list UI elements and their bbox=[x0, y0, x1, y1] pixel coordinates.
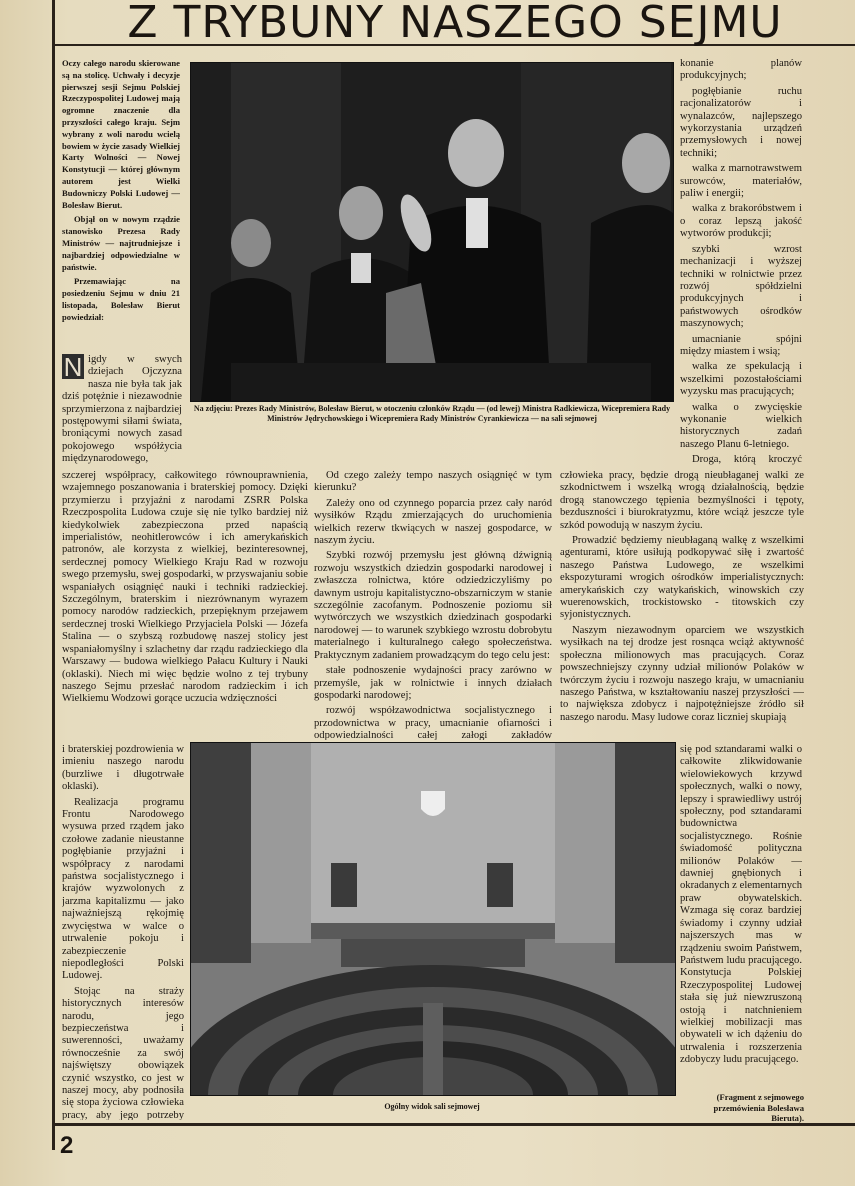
fragment-note: (Fragment z sejmowego przemówienia Bolesława Bieruta). bbox=[713, 1092, 804, 1123]
right-paragraph: walka ze spekulacją i wszelkimi pozostałościami wyzysku mas pracujących; bbox=[680, 361, 802, 398]
narrow-paragraph: Stojąc na straży historycznych interesów narodu, jego bezpieczeństwa i suwerenności, uważamy równocześnie za swój najświętszy obowiązek czynić wszystko, co jest w naszej mocy, aby podnosiła się stopa życiowa człowieka pracy, aby jego potrzeby bbox=[62, 985, 184, 1120]
left-border-rule bbox=[52, 0, 55, 1150]
right-bottom-column bbox=[680, 744, 802, 1089]
page-title: Z TRYBUNY NASZEGO SEJMU bbox=[127, 0, 783, 46]
right-paragraph: umacnianie spójni między miastem i wsią; bbox=[680, 333, 802, 357]
middle-column bbox=[314, 470, 552, 740]
right-wide-paragraph: człowieka pracy, będzie drogą nieubłaganej walki ze szkodnictwem i wszelką wrogą działalnością, będzie drogą stanowczego tępienia bezmyślności i tępoty, bezduszności i biurokratyzmu, które wciąż jeszcze tyle szkód powodują w naszym życiu. bbox=[560, 470, 804, 531]
right-wide-paragraph: Prowadzić będziemy nieubłaganą walkę z wszelkimi agenturami, które usiłują podkopywać siłę i zwartość naszego Państwa Ludowego, ze wszelkimi ekspozyturami wrogich ośrodków imperialistycznych: amerykańskich czy watykańskich, winowskich czy wuerenowskich, trockistowsko - titowskich czy syjonistycznych. bbox=[560, 535, 804, 621]
middle-paragraph: Szybki rozwój przemysłu jest główną dźwignią rozwoju wszystkich dziedzin gospodarki narodowej i zwłaszcza rolnictwa, które odziedziczyliśmy po dawnym ustroju kapitalistyczno-obszarniczym w stanie szczególnie zacofanym. Podnoszenie poziomu sił wytwórczych we wszystkich dziedzinach gospodarki narodowej — to warunek szybkiego wzrostu dobrobytu materialnego i kulturalnego całego społeczeństwa. Praktycznym zadaniem prowadzącym do tego celu jest: bbox=[314, 550, 552, 661]
right-paragraph: walka z marnotrawstwem surowców, materiałów, paliw i energii; bbox=[680, 163, 802, 200]
left-narrow-column bbox=[62, 744, 184, 1120]
wide-paragraph: szczerej współpracy, całkowitego równouprawnienia, wzajemnego poszanowania i braterskiej pomocy. Dzięki przymierzu i przyjaźni z narodami ZSRR Polska Rzeczpospolita Ludowa czuje się nie tylko bardziej niż kiedykolwiek zabezpieczona przed napaścią imperialistów, neohitlerowców i ich amerykańskich patronów, ale korzysta z wielkiej, bezinteresownej, serdecznej pomocy Wielkiego Kraju Rad w rozwoju swego przemysłu, swej gospodarki, w przyswajaniu sobie wspaniałych osiągnięć nauki i techniki radzieckiej. Szczególnym, braterskim i niezrównanym wyrazem pomocy narodów radzieckich, przepięknym przejawem serdecznej troski Wielkiego Przyjaciela Polski — Józefa Stalina — o szybszą rozbudowę naszej stolicy jest wspaniałomyślny i szlachetny dar rządu radzieckiego dla Warszawy — budowa wielkiego Pałacu Kultury i Nauki (oklaski). Niech mi więc będzie wolno z tej trybuny naszego Sejmu przesłać narodom radzieckim i ich Wielkiemu Wodzowi gorące uczucia wdzięczności bbox=[62, 470, 308, 705]
middle-paragraph: rozwój współzawodnictwa socjalistycznego i przodownictwa w pracy, umacnianie ofiarności i odpowiedzialności całej załogi zakładów bbox=[314, 705, 552, 740]
intro-column bbox=[62, 58, 180, 348]
middle-paragraph: Zależy ono od czynnego poparcia przez cały naród wysiłków Rządu zmierzających do uruchomienia wielkich rezerw tkwiących w naszej gospodarce, w naszym życiu. bbox=[314, 497, 552, 547]
government-members-photo bbox=[190, 62, 674, 402]
sejm-hall-photo bbox=[190, 742, 676, 1096]
right-top-column bbox=[680, 58, 802, 468]
right-wide-column bbox=[560, 470, 804, 740]
right-paragraph: szybki wzrost mechanizacji i wyższej techniki w rolnictwie przez rozwój spółdzielni produkcyjnych i państwowych ośrodków maszynowych; bbox=[680, 243, 802, 330]
middle-paragraph: stałe podnoszenie wydajności pracy zarówno w przemyśle, jak w rolnictwie i innych działach gospodarki narodowej; bbox=[314, 665, 552, 701]
bottom-border-rule bbox=[52, 1123, 855, 1126]
intro-paragraph: Przemawiając na posiedzeniu Sejmu w dniu 21 listopada, Bolesław Bierut powiedział: bbox=[62, 276, 180, 322]
narrow-paragraph: i braterskiej pozdrowienia w imieniu naszego narodu (burzliwe i długotrwałe oklaski). bbox=[62, 744, 184, 793]
narrow-paragraph: Realizacja programu Frontu Narodowego wysuwa przed rządem jako czołowe zadanie nieustanne pogłębianie przyjaźni i współpracy z narodami państwa socjalistycznego i krajów wyzwolonych z jarzma kapitalizmu — jako najważniejszą rękojmię zwycięstwa w walce o utrwalenie pokoju i zabezpieczenie niepodległości Polski Ludowej. bbox=[62, 796, 184, 982]
photo-caption-hall: Ogólny widok sali sejmowej bbox=[384, 1102, 480, 1111]
photo-caption-government: Na zdjęciu: Prezes Rady Ministrów, Bolesław Bierut, w otoczeniu członków Rządu — (od lewej) Ministra Radkiewicza, Wicepremiera Rady Ministrów Jędrychowskiego i Wicepremiera Rady Ministrów Cyrankiewicza — na sali sejmowej bbox=[193, 404, 671, 423]
right-bottom-paragraph: się pod sztandarami walki o całkowite zlikwidowanie wielowiekowych krzywd społecznych, walki o nowy, lepszy i sprawiedliwy ustrój społeczny, pod sztandarami budownictwa socjalistycznego. Rośnie świadomość polityczna milionów Polaków — dawniej gnębionych i okradanych z elementarnych praw obywatelskich. Wzmaga się coraz bardziej świadomy i czynny udział najszerszych mas w rządzeniu swoim Państwem, Państwem ludu pracującego. Konstytucja Polskiej Rzeczypospolitej Ludowej stała się już niewzruszoną ostoją i natchnieniem wielkiej mobilizacji mas obywateli w ich dążeniu do utrwalenia i rozszerzenia zdobyczy ludu pracującego. bbox=[680, 744, 802, 1066]
right-paragraph: konanie planów produkcyjnych; bbox=[680, 58, 802, 82]
government-photo-illustration bbox=[191, 63, 673, 401]
right-paragraph: Droga, którą kroczyć bbox=[692, 454, 802, 466]
sejm-hall-illustration bbox=[191, 743, 675, 1095]
right-paragraph: walka o zwycięskie wykonanie wielkich historycznych zadań naszego Planu 6-letniego. bbox=[680, 401, 802, 450]
wide-paragraph-block bbox=[62, 470, 308, 742]
right-paragraph: walka z brakoróbstwem i o coraz lepszą jakość wytworów produkcji; bbox=[680, 203, 802, 240]
left-lead-column bbox=[62, 354, 182, 468]
lead-text: igdy w swych dziejach Ojczyzna nasza nie była tak jak dziś potężnie i niezawodnie sprzymierzona z najbardziej postępowymi siłami świata, broniącymi nowych zasad pokojowego współżycia międzynarodowego, bbox=[62, 354, 182, 465]
page-number: 2 bbox=[60, 1132, 74, 1159]
right-paragraph: pogłębianie ruchu racjonalizatorów i wynalazców, najlepszego wykorzystania urządzeń przemysłowych i nowej techniki; bbox=[680, 85, 802, 159]
intro-paragraph: Oczy całego narodu skierowane są na stolicę. Uchwały i decyzje pierwszej sesji Sejmu Polskiej Rzeczypospolitej Ludowej mają ogromne znaczenie dla przyszłości całego kraju. Sejm wybrany z woli narodu wcielą bowiem w życie zasady Wielkiej Karty Wolności — Nowej Konstytucji — której głównym autorem jest Wielki Budowniczy Polski Ludowej — Bolesław Bierut. bbox=[62, 58, 180, 210]
right-wide-paragraph: Naszym niezawodnym oparciem we wszystkich wysiłkach na tej drodze jest rosnąca wciąż aktywność społeczna milionowych mas pracujących. Coraz powszechniejszy czynny udział milionów Polaków w twórczym życiu i rozwoju naszego kraju, w umacnianiu naszego Państwa, w kształtowaniu naszej przyszłości — to największa zdobycz i najpotężniejsze źródło sił naszego narodu. Masy ludowe coraz liczniej skupiają bbox=[560, 624, 804, 723]
middle-paragraph: Od czego zależy tempo naszych osiągnięć w tym kierunku? bbox=[314, 470, 552, 494]
intro-paragraph: Objął on w nowym rządzie stanowisko Prezesa Rady Ministrów — najtrudniejsze i najbardziej odpowiedzialne w państwie. bbox=[62, 214, 180, 272]
drop-cap: N bbox=[63, 354, 83, 382]
